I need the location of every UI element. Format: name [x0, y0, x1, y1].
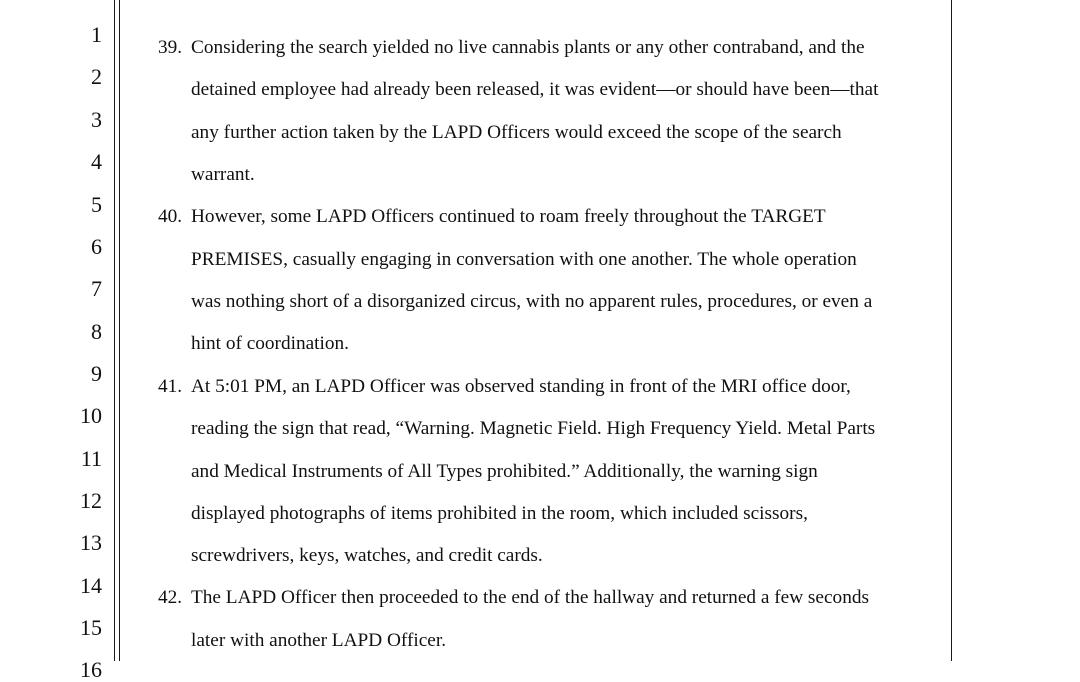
- paragraph-line: The LAPD Officer then proceeded to the end of the hallway and returned a few seconds: [191, 587, 869, 608]
- paragraph-line: Considering the search yielded no live cannabis plants or any other contraband, and the: [191, 37, 865, 58]
- paragraph-line: However, some LAPD Officers continued to roam freely throughout the TARGET: [191, 206, 826, 227]
- line-number: 14: [80, 573, 102, 598]
- paragraph-number: 40.: [158, 206, 183, 227]
- paragraph-number: 42.: [158, 587, 183, 608]
- line-number: 4: [91, 149, 102, 174]
- line-number: 6: [91, 234, 102, 259]
- line-number: 10: [80, 403, 102, 428]
- line-number: 3: [91, 107, 102, 132]
- paragraph-line: warrant.: [191, 164, 255, 185]
- paragraph-line: detained employee had already been released, it was evident—or should have been—that: [191, 79, 879, 100]
- line-number: 12: [80, 488, 102, 513]
- line-number: 5: [91, 192, 102, 217]
- paragraph-line: later with another LAPD Officer.: [191, 630, 447, 651]
- line-number: 2: [91, 64, 102, 89]
- paragraph-line: PREMISES, casually engaging in conversation with one another. The whole operation: [191, 249, 857, 270]
- paragraph-line: was nothing short of a disorganized circus, with no apparent rules, procedures, or even a: [191, 291, 873, 312]
- paragraph-line: At 5:01 PM, an LAPD Officer was observed standing in front of the MRI office door,: [191, 376, 851, 397]
- paragraph-line: reading the sign that read, “Warning. Magnetic Field. High Frequency Yield. Metal Parts: [191, 418, 876, 439]
- paragraph-number: 39.: [158, 37, 183, 58]
- paragraph-line: and Medical Instruments of All Types prohibited.” Additionally, the warning sign: [191, 461, 818, 482]
- paragraph-line: any further action taken by the LAPD Officers would exceed the scope of the search: [191, 122, 842, 143]
- line-number: 7: [91, 276, 102, 301]
- paragraph-line: screwdrivers, keys, watches, and credit cards.: [191, 545, 543, 566]
- line-number: 13: [80, 530, 102, 555]
- paragraph-number: 41.: [158, 376, 183, 397]
- line-number: 16: [80, 657, 102, 682]
- paragraph-line: displayed photographs of items prohibited in the room, which included scissors,: [191, 503, 808, 524]
- line-number: 11: [80, 446, 102, 471]
- line-number: 8: [91, 319, 102, 344]
- line-number: 1: [91, 22, 102, 47]
- line-number: 15: [80, 615, 102, 640]
- line-number: 9: [91, 361, 102, 386]
- paragraph-line: hint of coordination.: [191, 333, 349, 354]
